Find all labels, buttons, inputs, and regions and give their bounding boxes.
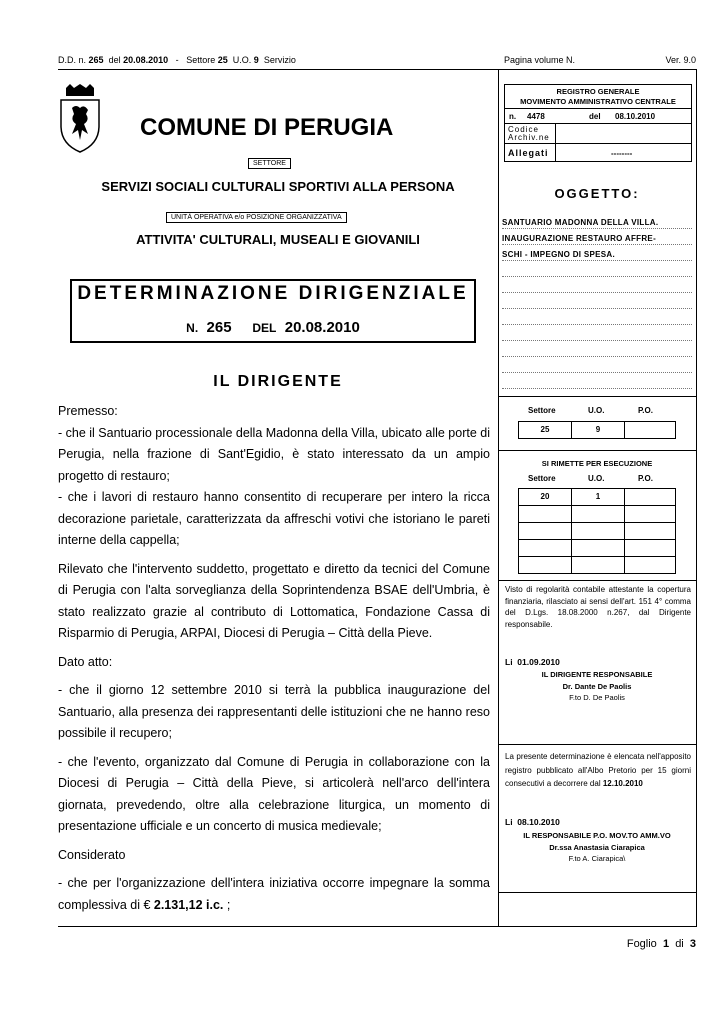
dotline <box>502 388 692 389</box>
para-lavori: - che i lavori di restauro hanno consentito di recuperare per intero la ricca decorazione parietale, caratterizzata da affreschi votivi che istoriano le pareti interne della cappella; <box>58 490 490 547</box>
visto-li-date: 01.09.2010 <box>517 657 560 667</box>
grid2-cell <box>571 505 625 523</box>
registro-archiv: Archiv.ne <box>508 133 550 142</box>
grid2-uo-header: U.O. <box>588 474 605 483</box>
registro-box <box>504 84 692 162</box>
albo-li-date: 08.10.2010 <box>517 817 560 827</box>
unita-box-label: UNITÀ OPERATIVA e/o POSIZIONE ORGANIZZATIVA <box>166 212 347 223</box>
registro-allegati-value: -------- <box>611 149 633 158</box>
oggetto-title: OGGETTO: <box>554 186 640 201</box>
rule <box>498 892 696 893</box>
grid1-uo-value: 9 <box>571 421 625 439</box>
header-settore-value: 25 <box>217 55 228 65</box>
para-santuario: - che il Santuario processionale della Madonna della Villa, ubicato alle porte di Perugia, nella frazione di Sant'Egidio, è stato interessato da un ampio progetto di restauro; <box>58 425 490 483</box>
albo-name: Dr.ssa Anastasia Ciarapica <box>549 843 645 852</box>
header-sep: - <box>175 55 179 65</box>
dotline <box>502 260 692 261</box>
coat-of-arms-icon <box>58 84 102 154</box>
albo-responsabile: IL RESPONSABILE P.O. MOV.TO AMM.VO <box>523 831 671 840</box>
comune-title: COMUNE DI PERUGIA <box>140 114 394 141</box>
registro-allegati: Allegati <box>508 148 549 158</box>
visto-li <box>505 657 560 667</box>
footer-page: 1 <box>662 938 670 950</box>
footer-total: 3 <box>689 938 696 950</box>
grid2-settore-header: Settore <box>528 474 556 483</box>
rule <box>498 450 696 451</box>
oggetto-line1: SANTUARIO MADONNA DELLA VILLA. <box>502 218 659 227</box>
footer-rule <box>58 926 696 927</box>
dotline <box>502 292 692 293</box>
somma-amount: 2.131,12 i.c. <box>153 897 224 912</box>
header-rule <box>58 69 696 70</box>
para-somma <box>58 873 490 916</box>
visto-responsabile: IL DIRIGENTE RESPONSABILE <box>541 670 653 679</box>
rule <box>498 744 696 745</box>
pagina-volume: Pagina volume N. <box>504 55 576 65</box>
determinazione-box <box>70 279 476 343</box>
registro-codice: Codice <box>508 125 539 134</box>
somma-end: ; <box>223 897 231 912</box>
header-uo-label: U.O. <box>232 55 252 65</box>
dd-del-label: del <box>108 55 121 65</box>
dotline <box>502 372 692 373</box>
grid1-uo-header: U.O. <box>588 406 605 415</box>
albo-text1: La presente determinazione è elencata nell'apposito registro pubblicato all'Albo Pretorio per 15 giorni consecutivi a decorrere dal <box>505 752 691 788</box>
oggetto-line3: SCHI - IMPEGNO DI SPESA. <box>502 250 615 259</box>
registro-n-value: 4478 <box>527 112 545 121</box>
grid2-title: SI RIMETTE PER ESECUZIONE <box>541 459 653 468</box>
determinazione-number <box>72 319 474 336</box>
para-inaugurazione: - che il giorno 12 settembre 2010 si terrà la pubblica inaugurazione del Santuario, alla presenza dei rappresentanti delle istituzioni che ne hanno reso possibile il recupero; <box>58 683 490 740</box>
registro-del-label: del <box>589 112 601 121</box>
visto-name: Dr. Dante De Paolis <box>562 682 632 691</box>
dotline <box>502 308 692 309</box>
para-considerato: Considerato <box>58 847 126 862</box>
para-rilevato: Rilevato che l'intervento suddetto, progettato e diretto da tecnici del Comune di Perugia con l'alta sorveglianza della Soprintendenza BSAE dell'Umbria, è stato realizzato grazie al contributo di Lottomatica, Fondazione Cassa di Risparmio di Perugia, ARPAI, Diocesi di Perugia – Città della Pieve. <box>58 561 490 640</box>
grid2-cell <box>571 522 625 540</box>
header-settore-label: Settore <box>186 55 216 65</box>
column-divider <box>498 69 499 927</box>
grid1-settore-header: Settore <box>528 406 556 415</box>
registro-del-value: 08.10.2010 <box>615 112 656 121</box>
settore-box-label: SETTORE <box>248 158 291 169</box>
dotline <box>502 244 692 245</box>
grid2-settore-value: 20 <box>518 488 572 506</box>
grid2-cell <box>571 556 625 574</box>
header-left <box>58 55 296 65</box>
albo-date: 12.10.2010 <box>602 779 643 788</box>
rule <box>498 580 696 581</box>
det-date: 20.08.2010 <box>284 319 360 336</box>
grid1-po-header: P.O. <box>638 406 653 415</box>
albo-li-label: Li <box>505 817 513 827</box>
grid2-cell <box>624 539 676 557</box>
version: Ver. 9.0 <box>665 55 696 65</box>
dotline <box>502 356 692 357</box>
grid2-cell <box>518 539 572 557</box>
footer-foglio: Foglio <box>626 938 657 950</box>
grid2-uo-value: 1 <box>571 488 625 506</box>
para-evento: - che l'evento, organizzato dal Comune di Perugia in collaborazione con la Diocesi di Perugia – Città della Pieve, si articolerà nell'arco dell'intera giornata, prevedendo, oltre alla celebrazione liturgica, un momento di presentazione ufficiale e un concerto di musica medievale; <box>58 754 490 833</box>
det-del-label: DEL <box>252 321 277 335</box>
visto-fto: F.to D. De Paolis <box>569 693 625 702</box>
somma-text: - che per l'organizzazione dell'intera iniziativa occorre impegnare la somma complessiva di € <box>58 876 490 912</box>
determinazione-title: DETERMINAZIONE DIRIGENZIALE <box>77 283 469 304</box>
albo-li <box>505 817 560 827</box>
grid2-cell <box>624 556 676 574</box>
visto-text: Visto di regolarità contabile attestante la copertura finanziaria, rilasciato ai sensi dell'art. 151 4° comma del D.Lgs. 18.08.2000 n.267, dal Dirigente responsabile. <box>505 585 691 629</box>
registro-title1: REGISTRO GENERALE <box>556 87 640 96</box>
grid2-cell <box>624 522 676 540</box>
grid2-cell <box>518 556 572 574</box>
dd-number: 265 <box>88 55 104 65</box>
albo-fto: F.to A. Ciarapica\ <box>568 854 626 863</box>
albo-text <box>505 750 691 791</box>
unita-name: ATTIVITA' CULTURALI, MUSEALI E GIOVANILI <box>136 232 420 247</box>
grid2-po-header: P.O. <box>638 474 653 483</box>
dirigente-heading: IL DIRIGENTE <box>213 373 343 390</box>
det-n-value: 265 <box>206 319 232 336</box>
dd-date: 20.08.2010 <box>123 55 169 65</box>
header-servizio-label: Servizio <box>263 55 296 65</box>
settore-name: SERVIZI SOCIALI CULTURALI SPORTIVI ALLA PERSONA <box>101 179 455 194</box>
page-indicator <box>627 938 696 950</box>
dotline <box>502 228 692 229</box>
det-n-label: N. <box>186 321 199 335</box>
para-dato-atto: Dato atto: <box>58 654 113 669</box>
grid2-cell <box>624 488 676 506</box>
body-text <box>58 401 490 916</box>
grid2-cell <box>571 539 625 557</box>
visto-li-label: Li <box>505 657 513 667</box>
para-premesso: Premesso: <box>58 404 118 418</box>
dotline <box>502 276 692 277</box>
footer-di: di <box>675 938 684 950</box>
dotline <box>502 324 692 325</box>
grid1-settore-value: 25 <box>518 421 572 439</box>
dotline <box>502 340 692 341</box>
grid2-cell <box>518 505 572 523</box>
grid1-po-value <box>624 421 676 439</box>
registro-title2: MOVIMENTO AMMINISTRATIVO CENTRALE <box>520 97 676 106</box>
grid2-cell <box>518 522 572 540</box>
registro-n-label: n. <box>509 112 517 121</box>
oggetto-line2: INAUGURAZIONE RESTAURO AFFRE- <box>502 234 657 243</box>
right-border <box>696 69 697 927</box>
rule <box>498 396 696 397</box>
grid2-cell <box>624 505 676 523</box>
header-uo-value: 9 <box>253 55 259 65</box>
dd-prefix: D.D. n. <box>58 55 87 65</box>
